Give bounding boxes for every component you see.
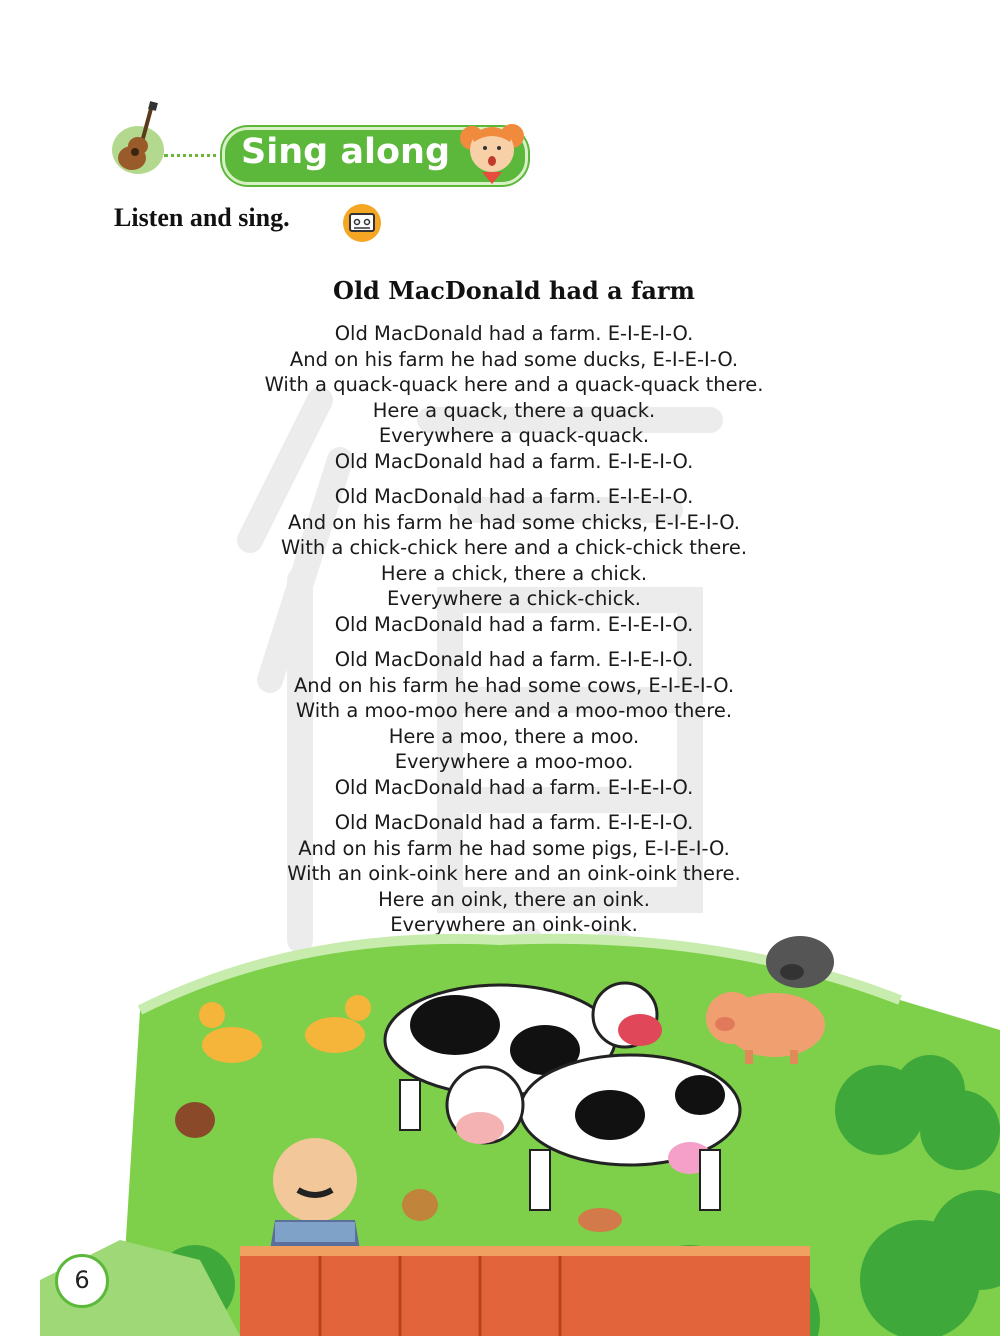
lyric-line: Old MacDonald had a farm. E-I-E-I-O. (334, 648, 694, 671)
dotted-connector (164, 154, 224, 157)
lyric-line: Old MacDonald had a farm. E-I-E-I-O. (334, 775, 694, 799)
lyric-line: And on his farm he had some cows, E-I-E-I-O. (293, 673, 735, 697)
lyric-line: Everywhere a quack-quack. (378, 424, 650, 447)
lyric-line: Here an oink, there an oink. (378, 887, 650, 911)
song-lyrics (0, 321, 1000, 973)
cassette-icon[interactable] (339, 203, 385, 243)
lyric-line: With an oink-oink here and an oink-oink there. (287, 862, 741, 885)
lyric-line: And on his farm he had some pigs, E-I-E-I-O. (298, 836, 730, 860)
grey-pig (766, 936, 834, 988)
farm-illustration (0, 900, 1000, 1336)
lyric-line: With a chick-chick here and a chick-chick there. (280, 536, 748, 559)
lyric-line: And on his farm he had some ducks, E-I-E-I-O. (289, 347, 739, 371)
lyric-line: Old MacDonald had a farm. E-I-E-I-O. (334, 449, 694, 473)
singing-girl-icon (452, 118, 552, 188)
section-title: Sing along (241, 132, 450, 172)
lyric-line: Here a chick, there a chick. (380, 561, 648, 585)
verse-chicks (0, 484, 1000, 637)
lyric-line: Old MacDonald had a farm. E-I-E-I-O. (334, 322, 694, 345)
lyric-line: Everywhere an oink-oink. (390, 913, 638, 936)
song-title: Old MacDonald had a farm (333, 276, 695, 305)
lyric-line: Here a moo, there a moo. (388, 724, 640, 748)
lyric-line: Old MacDonald had a farm. E-I-E-I-O. (334, 811, 694, 834)
lyric-line: Here a quack, there a quack. (372, 398, 656, 422)
page-number: 6 (74, 1266, 90, 1294)
verse-cows (0, 647, 1000, 800)
lyric-line: With a moo-moo here and a moo-moo there. (295, 699, 733, 722)
lyric-line: Everywhere a moo-moo. (394, 750, 634, 773)
lyric-line: And on his farm he had some chicks, E-I-E-I-O. (288, 510, 740, 534)
guitar-icon (108, 100, 168, 190)
lyric-line: Everywhere a chick-chick. (387, 587, 641, 610)
lyric-line: With a quack-quack here and a quack-quack there. (264, 373, 764, 396)
verse-ducks (0, 321, 1000, 474)
fence (240, 1246, 810, 1336)
instruction-text: Listen and sing. (114, 203, 290, 232)
lyric-line: Old MacDonald had a farm. E-I-E-I-O. (334, 485, 694, 508)
lyric-line: Old MacDonald had a farm. E-I-E-I-O. (334, 612, 694, 636)
page-number-badge (55, 1254, 109, 1308)
